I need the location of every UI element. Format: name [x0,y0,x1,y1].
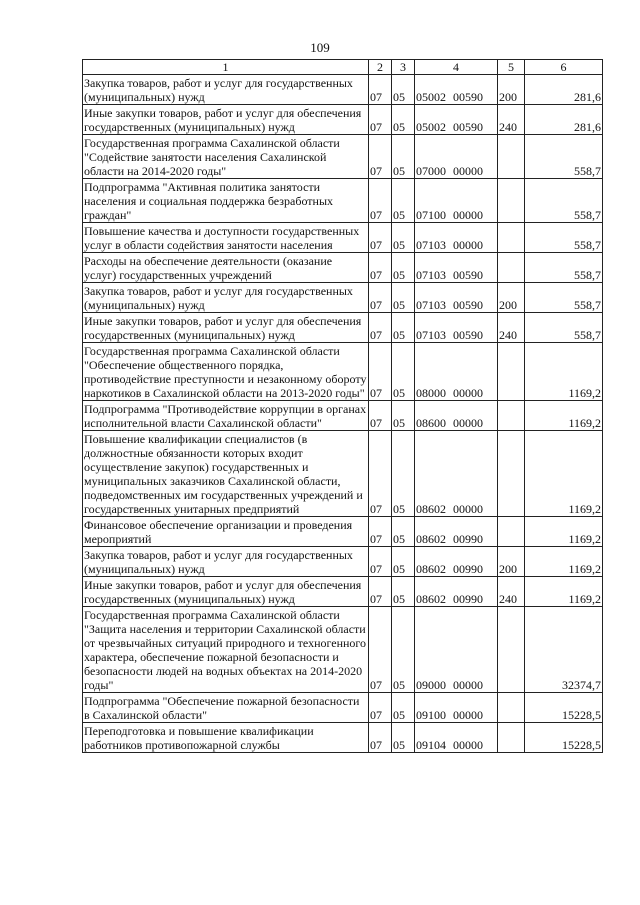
row-section: 07 [369,223,392,253]
row-name: Иные закупки товаров, работ и услуг для обеспечения государственных (муниципальных) нужд [83,105,369,135]
table-row [83,693,603,723]
row-subsection: 05 [392,75,415,105]
row-amount: 281,6 [525,105,603,135]
row-expense-type [498,343,525,401]
row-target-article: 09100 00000 [415,693,498,723]
row-name: Закупка товаров, работ и услуг для государственных (муниципальных) нужд [83,547,369,577]
row-expense-type: 240 [498,577,525,607]
row-section: 07 [369,313,392,343]
row-name: Государственная программа Сахалинской области "Содействие занятости населения Сахалинской области на 2014-2020 годы" [83,135,369,179]
row-target-article: 08000 00000 [415,343,498,401]
row-section: 07 [369,431,392,517]
row-amount: 1169,2 [525,577,603,607]
table-row [83,105,603,135]
row-section: 07 [369,135,392,179]
row-expense-type [498,223,525,253]
row-name: Государственная программа Сахалинской области "Защита населения и территории Сахалинской области от чрезвычайных ситуаций природного и техногенного характера, обеспечение пожарной безопасности и безопасности людей на водных объектах на 2014-2020 годы" [83,607,369,693]
table-row [83,547,603,577]
row-subsection: 05 [392,223,415,253]
row-name: Иные закупки товаров, работ и услуг для обеспечения государственных (муниципальных) нужд [83,313,369,343]
table-row [83,577,603,607]
row-target-article: 05002 00590 [415,105,498,135]
row-name: Подпрограмма "Активная политика занятости населения и социальная поддержка безработных граждан" [83,179,369,223]
row-name: Подпрограмма "Обеспечение пожарной безопасности в Сахалинской области" [83,693,369,723]
row-subsection: 05 [392,547,415,577]
row-expense-type: 200 [498,283,525,313]
table-row [83,343,603,401]
row-target-article: 08602 00990 [415,577,498,607]
row-expense-type [498,135,525,179]
table-row [83,313,603,343]
row-section: 07 [369,75,392,105]
row-target-article: 07103 00590 [415,283,498,313]
row-target-article: 08602 00000 [415,431,498,517]
row-amount: 281,6 [525,75,603,105]
table-row [83,607,603,693]
row-target-article: 08600 00000 [415,401,498,431]
row-subsection: 05 [392,135,415,179]
row-expense-type: 200 [498,75,525,105]
row-expense-type [498,253,525,283]
row-subsection: 05 [392,431,415,517]
row-expense-type: 240 [498,105,525,135]
row-expense-type [498,517,525,547]
row-expense-type [498,431,525,517]
row-amount: 1169,2 [525,343,603,401]
table-row [83,75,603,105]
row-name: Повышение качества и доступности государственных услуг в области содействия занятости населения [83,223,369,253]
header-col-2: 2 [369,60,392,75]
row-amount: 1169,2 [525,401,603,431]
row-subsection: 05 [392,607,415,693]
row-expense-type [498,607,525,693]
row-amount: 15228,5 [525,723,603,753]
row-name: Иные закупки товаров, работ и услуг для обеспечения государственных (муниципальных) нужд [83,577,369,607]
row-amount: 558,7 [525,253,603,283]
table-row [83,723,603,753]
row-amount: 15228,5 [525,693,603,723]
row-section: 07 [369,105,392,135]
table-row [83,253,603,283]
page-number: 109 [310,40,330,55]
row-amount: 1169,2 [525,431,603,517]
row-amount: 558,7 [525,179,603,223]
table-row [83,401,603,431]
row-name: Повышение квалификации специалистов (в должностные обязанности которых входит осуществление закупок) государственных и муниципальных заказчиков Сахалинской области, подведомственных им государственных учреждений и государственных унитарных предприятий [83,431,369,517]
row-subsection: 05 [392,517,415,547]
row-section: 07 [369,693,392,723]
row-name: Переподготовка и повышение квалификации работников противопожарной службы [83,723,369,753]
row-target-article: 07103 00000 [415,223,498,253]
row-target-article: 05002 00590 [415,75,498,105]
row-subsection: 05 [392,401,415,431]
header-col-5: 5 [498,60,525,75]
row-expense-type [498,401,525,431]
row-subsection: 05 [392,105,415,135]
header-col-3: 3 [392,60,415,75]
row-section: 07 [369,577,392,607]
table-row [83,179,603,223]
row-section: 07 [369,253,392,283]
row-target-article: 09104 00000 [415,723,498,753]
row-target-article: 09000 00000 [415,607,498,693]
table-row [83,135,603,179]
row-amount: 1169,2 [525,547,603,577]
row-name: Закупка товаров, работ и услуг для государственных (муниципальных) нужд [83,75,369,105]
row-subsection: 05 [392,343,415,401]
row-subsection: 05 [392,693,415,723]
row-section: 07 [369,517,392,547]
row-section: 07 [369,547,392,577]
header-row [83,60,603,75]
row-name: Финансовое обеспечение организации и проведения мероприятий [83,517,369,547]
row-expense-type [498,723,525,753]
header-col-1: 1 [83,60,369,75]
row-name: Государственная программа Сахалинской области "Обеспечение общественного порядка, противодействие преступности и незаконному обороту наркотиков в Сахалинской области на 2013-2020 годы" [83,343,369,401]
row-amount: 558,7 [525,135,603,179]
row-expense-type [498,179,525,223]
row-subsection: 05 [392,313,415,343]
row-expense-type: 200 [498,547,525,577]
row-section: 07 [369,401,392,431]
row-subsection: 05 [392,283,415,313]
row-amount: 558,7 [525,223,603,253]
budget-table [82,59,603,753]
row-name: Расходы на обеспечение деятельности (оказание услуг) государственных учреждений [83,253,369,283]
row-section: 07 [369,283,392,313]
row-amount: 558,7 [525,283,603,313]
header-col-4: 4 [415,60,498,75]
row-section: 07 [369,723,392,753]
row-subsection: 05 [392,179,415,223]
row-subsection: 05 [392,723,415,753]
row-amount: 1169,2 [525,517,603,547]
row-target-article: 07103 00590 [415,253,498,283]
table-row [83,283,603,313]
row-section: 07 [369,607,392,693]
row-name: Подпрограмма "Противодействие коррупции в органах исполнительной власти Сахалинской области" [83,401,369,431]
row-target-article: 08602 00990 [415,547,498,577]
table-row [83,431,603,517]
row-target-article: 07000 00000 [415,135,498,179]
row-expense-type [498,693,525,723]
row-amount: 32374,7 [525,607,603,693]
row-amount: 558,7 [525,313,603,343]
row-section: 07 [369,343,392,401]
table-body [83,75,603,753]
table-row [83,517,603,547]
row-target-article: 08602 00990 [415,517,498,547]
row-section: 07 [369,179,392,223]
row-target-article: 07103 00590 [415,313,498,343]
row-subsection: 05 [392,253,415,283]
row-target-article: 07100 00000 [415,179,498,223]
table-row [83,223,603,253]
row-expense-type: 240 [498,313,525,343]
header-col-6: 6 [525,60,603,75]
row-name: Закупка товаров, работ и услуг для государственных (муниципальных) нужд [83,283,369,313]
row-subsection: 05 [392,577,415,607]
